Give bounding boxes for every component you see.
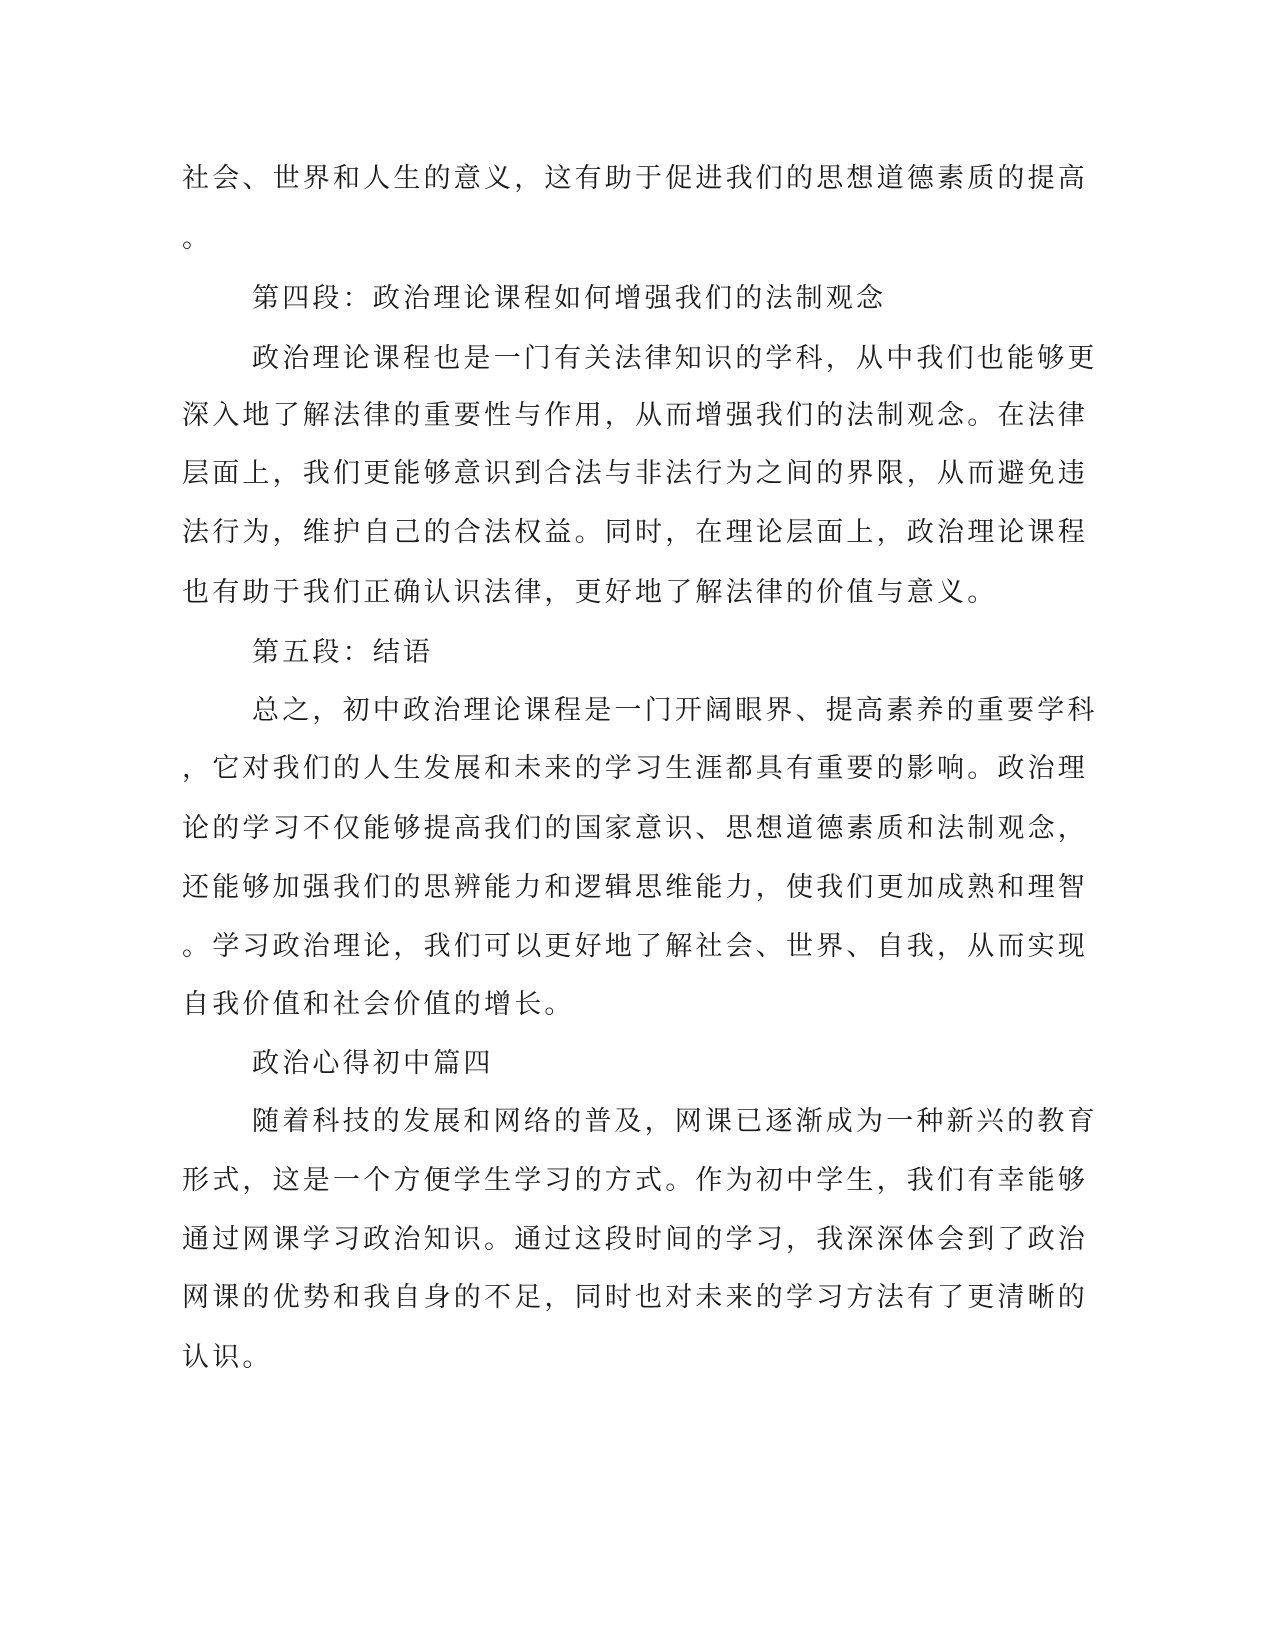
text-line: 自我价值和社会价值的增长。 bbox=[182, 989, 575, 1020]
text-line: 。学习政治理论，我们可以更好地了解社会、世界、自我，从而实现 bbox=[182, 931, 1088, 962]
section-heading: 第五段：结语 bbox=[252, 637, 434, 668]
text-line: 总之，初中政治理论课程是一门开阔眼界、提高素养的重要学科 bbox=[252, 695, 1098, 726]
section-heading: 政治心得初中篇四 bbox=[252, 1048, 494, 1079]
text-line: 通过网课学习政治知识。通过这段时间的学习，我深深体会到了政治 bbox=[182, 1224, 1088, 1255]
text-line: 论的学习不仅能够提高我们的国家意识、思想道德素质和法制观念， bbox=[182, 813, 1088, 844]
text-line: 层面上，我们更能够意识到合法与非法行为之间的界限，从而避免违 bbox=[182, 458, 1088, 489]
text-line: 深入地了解法律的重要性与作用，从而增强我们的法制观念。在法律 bbox=[182, 400, 1088, 431]
text-line: 也有助于我们正确认识法律，更好地了解法律的价值与意义。 bbox=[182, 577, 998, 608]
section-heading: 第四段：政治理论课程如何增强我们的法制观念 bbox=[252, 283, 887, 314]
text-line: 网课的优势和我自身的不足，同时也对未来的学习方法有了更清晰的 bbox=[182, 1282, 1088, 1313]
text-line: ，它对我们的人生发展和未来的学习生涯都具有重要的影响。政治理 bbox=[182, 753, 1088, 784]
text-line: 法行为，维护自己的合法权益。同时，在理论层面上，政治理论课程 bbox=[182, 517, 1088, 548]
text-line: 社会、世界和人生的意义，这有助于促进我们的思想道德素质的提高 bbox=[182, 163, 1088, 194]
text-line: 形式，这是一个方便学生学习的方式。作为初中学生，我们有幸能够 bbox=[182, 1165, 1088, 1196]
text-line: 认识。 bbox=[182, 1342, 273, 1373]
text-line: 还能够加强我们的思辨能力和逻辑思维能力，使我们更加成熟和理智 bbox=[182, 872, 1088, 903]
text-line: 政治理论课程也是一门有关法律知识的学科，从中我们也能够更 bbox=[252, 343, 1098, 374]
text-line: 随着科技的发展和网络的普及，网课已逐渐成为一种新兴的教育 bbox=[252, 1106, 1098, 1137]
text-line: 。 bbox=[182, 223, 213, 254]
